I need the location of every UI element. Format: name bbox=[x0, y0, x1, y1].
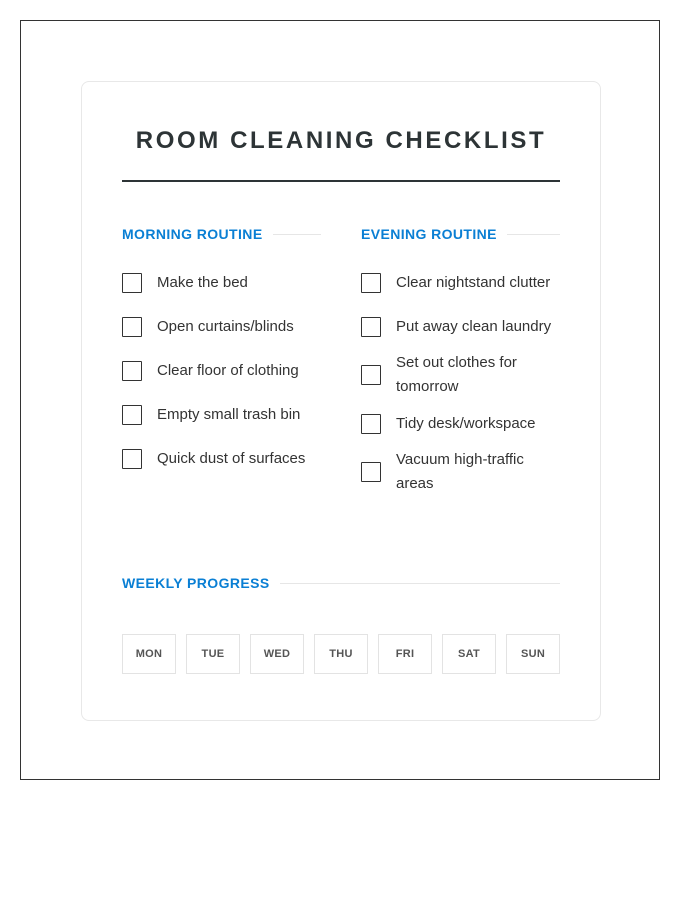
checkbox[interactable] bbox=[361, 365, 381, 385]
day-cell-mon[interactable]: MON bbox=[122, 634, 176, 674]
evening-heading-rule bbox=[507, 234, 560, 235]
weekly-heading-label: WEEKLY PROGRESS bbox=[122, 575, 270, 591]
weekly-heading-rule bbox=[280, 583, 560, 584]
item-label: Quick dust of surfaces bbox=[157, 450, 306, 467]
item-label: Put away clean laundry bbox=[396, 318, 552, 335]
page-title: ROOM CLEANING CHECKLIST bbox=[135, 127, 547, 154]
item-label: Set out clothes for tomorrow bbox=[396, 354, 517, 395]
day-cell-sat[interactable]: SAT bbox=[442, 634, 496, 674]
day-cell-thu[interactable]: THU bbox=[314, 634, 368, 674]
checklist-item[interactable] bbox=[122, 351, 321, 391]
checkbox[interactable] bbox=[122, 317, 142, 337]
item-label: Vacuum high-traffic areas bbox=[396, 451, 524, 492]
morning-section-heading bbox=[122, 224, 321, 244]
weekly-progress-days bbox=[122, 634, 560, 674]
checkbox[interactable] bbox=[122, 361, 142, 381]
checklist-item[interactable] bbox=[361, 347, 560, 403]
day-cell-wed[interactable]: WED bbox=[250, 634, 304, 674]
checklist-item[interactable] bbox=[122, 307, 321, 347]
checklist-item[interactable] bbox=[122, 263, 321, 303]
morning-heading-label: MORNING ROUTINE bbox=[122, 226, 263, 242]
item-label: Tidy desk/workspace bbox=[396, 415, 536, 432]
checklist-item[interactable] bbox=[122, 439, 321, 479]
morning-heading-rule bbox=[273, 234, 321, 235]
item-label: Clear floor of clothing bbox=[157, 362, 299, 379]
checkbox[interactable] bbox=[361, 273, 381, 293]
checklist-item[interactable] bbox=[361, 307, 560, 347]
item-label: Make the bed bbox=[157, 274, 248, 291]
item-label: Empty small trash bin bbox=[157, 406, 301, 423]
item-label: Clear nightstand clutter bbox=[396, 274, 551, 291]
evening-heading-label: EVENING ROUTINE bbox=[361, 226, 497, 242]
checklist-card bbox=[81, 81, 601, 721]
item-label: Open curtains/blinds bbox=[157, 318, 294, 335]
checkbox[interactable] bbox=[122, 273, 142, 293]
checklist-item[interactable] bbox=[361, 444, 560, 500]
checkbox[interactable] bbox=[122, 405, 142, 425]
day-cell-fri[interactable]: FRI bbox=[378, 634, 432, 674]
evening-list bbox=[361, 263, 560, 500]
evening-section-heading bbox=[361, 224, 560, 244]
day-cell-sun[interactable]: SUN bbox=[506, 634, 560, 674]
morning-list bbox=[122, 263, 321, 479]
checkbox[interactable] bbox=[122, 449, 142, 469]
checklist-item[interactable] bbox=[361, 404, 560, 444]
weekly-section-heading bbox=[122, 573, 560, 593]
checkbox[interactable] bbox=[361, 462, 381, 482]
checkbox[interactable] bbox=[361, 414, 381, 434]
day-cell-tue[interactable]: TUE bbox=[186, 634, 240, 674]
checkbox[interactable] bbox=[361, 317, 381, 337]
checklist-item[interactable] bbox=[122, 395, 321, 435]
title-divider bbox=[122, 180, 560, 182]
checklist-item[interactable] bbox=[361, 263, 560, 303]
